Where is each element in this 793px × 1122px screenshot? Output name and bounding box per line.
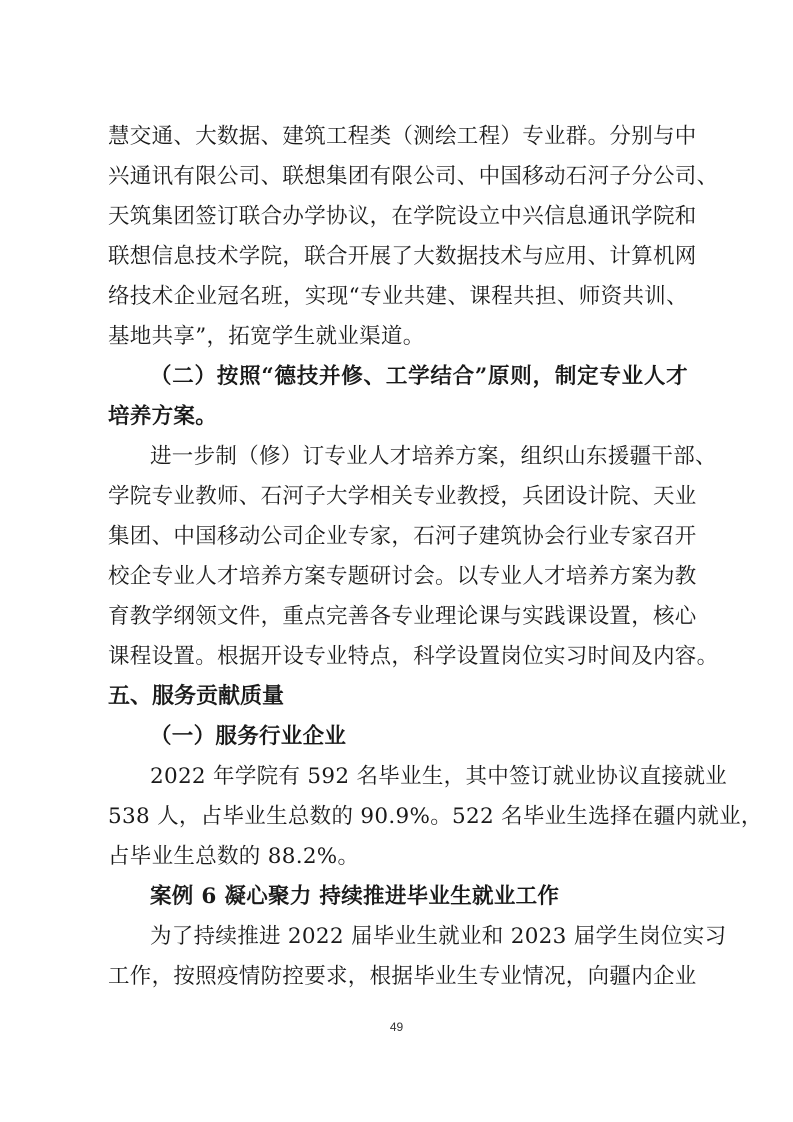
body-line: 学院专业教师、石河子大学相关专业教授，兵团设计院、天业 xyxy=(108,484,697,509)
body-line: 集团、中国移动公司企业专家，石河子建筑协会行业专家召开 xyxy=(108,524,697,549)
body-line: 校企专业人才培养方案专题研讨会。以专业人才培养方案为教 xyxy=(108,564,697,589)
body-line: 天筑集团签订联合办学协议，在学院设立中兴信息通讯学院和 xyxy=(108,204,697,229)
body-line: 占毕业生总数的 88.2%。 xyxy=(108,844,360,869)
subheading-2: （二）按照“德技并修、工学结合”原则，制定专业人才 xyxy=(150,364,688,389)
body-line: 538 人，占毕业生总数的 90.9%。522 名毕业生选择在疆内就业， xyxy=(108,804,763,829)
body-line: 课程设置。根据开设专业特点，科学设置岗位实习时间及内容。 xyxy=(108,644,719,669)
body-line: 基地共享”，拓宽学生就业渠道。 xyxy=(108,324,425,349)
body-line: 络技术企业冠名班，实现“专业共建、课程共担、师资共训、 xyxy=(108,284,688,309)
body-line: 为了持续推进 2022 届毕业生就业和 2023 届学生岗位实习 xyxy=(150,924,727,949)
body-line: 工作，按照疫情防控要求，根据毕业生专业情况，向疆内企业 xyxy=(108,964,697,989)
body-line: 联想信息技术学院，联合开展了大数据技术与应用、计算机网 xyxy=(108,244,697,269)
subheading-1: （一）服务行业企业 xyxy=(150,724,347,749)
case-title: 案例 6 凝心聚力 持续推进毕业生就业工作 xyxy=(150,884,560,909)
body-line: 2022 年学院有 592 名毕业生，其中签订就业协议直接就业 xyxy=(150,764,728,789)
page-number: 49 xyxy=(389,1020,404,1034)
body-line: 育教学纲领文件，重点完善各专业理论课与实践课设置，核心 xyxy=(108,604,697,629)
body-line: 进一步制（修）订专业人才培养方案，组织山东援疆干部、 xyxy=(150,444,717,469)
section-heading: 五、服务贡献质量 xyxy=(108,684,285,709)
body-line: 兴通讯有限公司、联想集团有限公司、中国移动石河子分公司、 xyxy=(108,164,719,189)
subheading-2-cont: 培养方案。 xyxy=(108,404,218,429)
body-line: 慧交通、大数据、建筑工程类（测绘工程）专业群。分别与中 xyxy=(108,124,697,149)
